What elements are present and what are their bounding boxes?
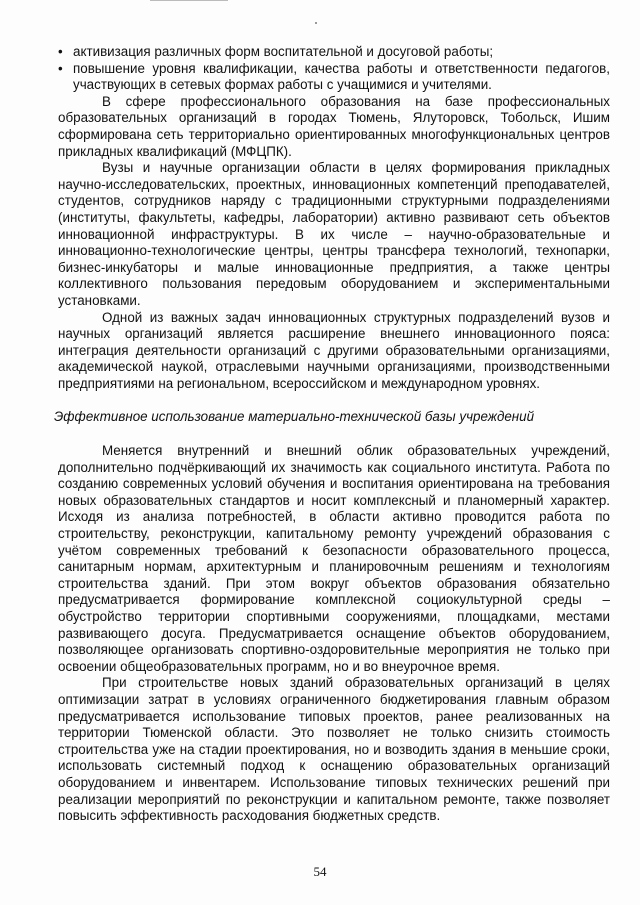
section-heading: Эффективное использование материально-технической базы учреждений	[54, 409, 535, 425]
paragraph-vocational-education: В сфере профессионального образования на базе профессиональных образовательных организаций в городах Тюмень, Ялуторовск, Тобольск, Ишим сформирована сеть территориально ориентированных многофункциональных центров прикладных квалификаций (МФЦПК).	[58, 93, 610, 159]
bullet-text: повышение уровня квалификации, качества работы и ответственности педагогов, участвующих в сетевых формах работы с учащимися и учителями.	[73, 60, 610, 93]
paragraph-innovation-belt: Одной из важных задач инновационных структурных подразделений вузов и научных организаций является расширение внешнего инновационного пояса: интеграция деятельности организаций с другими образовательными организациями, академической наукой, отраслевыми научными организациями, производственными предприятиями на региональном, всероссийском и международном уровнях.	[58, 309, 610, 391]
paragraph-typical-projects: При строительстве новых зданий образовательных организаций в целях оптимизации затрат в условиях ограниченного бюджетирования главным образом предусматривается использование типовых проектов, ранее реализованных на территории Тюменской области. Это позволяет не только снизить стоимость строительства уже на стадии проектирования, но и возводить здания в меньшие сроки, использовать системный подход к оснащению образовательных организаций оборудованием и инвентарем. Использование типовых технических решений при реализации мероприятий по реконструкции и капитальном ремонте, также позволяет повысить эффективность расходования бюджетных средств.	[58, 675, 610, 824]
bullet-text: активизация различных форм воспитательной и досуговой работы;	[73, 44, 494, 59]
scan-dot	[315, 22, 317, 24]
bullet-icon: •	[58, 60, 63, 76]
page-number: 54	[313, 864, 327, 879]
paragraph-material-base: Меняется внутренний и внешний облик образовательных учреждений, дополнительно подчёркивающий их значимость как социального института. Работа по созданию современных условий обучения и воспитания ориентирована на требования новых образовательных стандартов и носит комплексный и планомерный характер. Исходя из анализа потребностей, в области активно проводится работа по строительству, реконструкции, капитальному ремонту учреждений образования с учётом современных требований к безопасности образовательного процесса, санитарным нормам, архитектурным и планировочным решениям и технологиям строительства зданий. При этом вокруг объектов образования обязательно предусматривается формирование комплексной социокультурной среды – обустройство территории спортивными сооружениями, площадками, местами развивающего досуга. Предусматривается оснащение объектов оборудованием, позволяющее организовать спортивно-оздоровительные мероприятия не только при освоении общеобразовательных программ, но и во внеурочное время.	[58, 443, 610, 674]
paragraph-universities-innovation: Вузы и научные организации области в целях формирования прикладных научно-исследовательских, проектных, инновационных компетенций преподавателей, студентов, сотрудников наряду с традиционными структурными подразделениями (институты, факультеты, кафедры, лаборатории) активно развивают сеть объектов инновационной инфраструктуры. В их числе – научно-образовательные и инновационно-технологические центры, центры трансфера технологий, технопарки, бизнес-инкубаторы и малые инновационные предприятия, а также центры коллективного пользования передовым оборудованием и экспериментальными установками.	[58, 160, 610, 308]
bullet-item	[58, 44, 610, 61]
bullet-list	[58, 44, 610, 94]
bullet-item	[58, 61, 610, 94]
bullet-icon: •	[58, 44, 63, 59]
document-page	[54, 44, 610, 825]
scan-edge-mark	[150, 0, 228, 1]
